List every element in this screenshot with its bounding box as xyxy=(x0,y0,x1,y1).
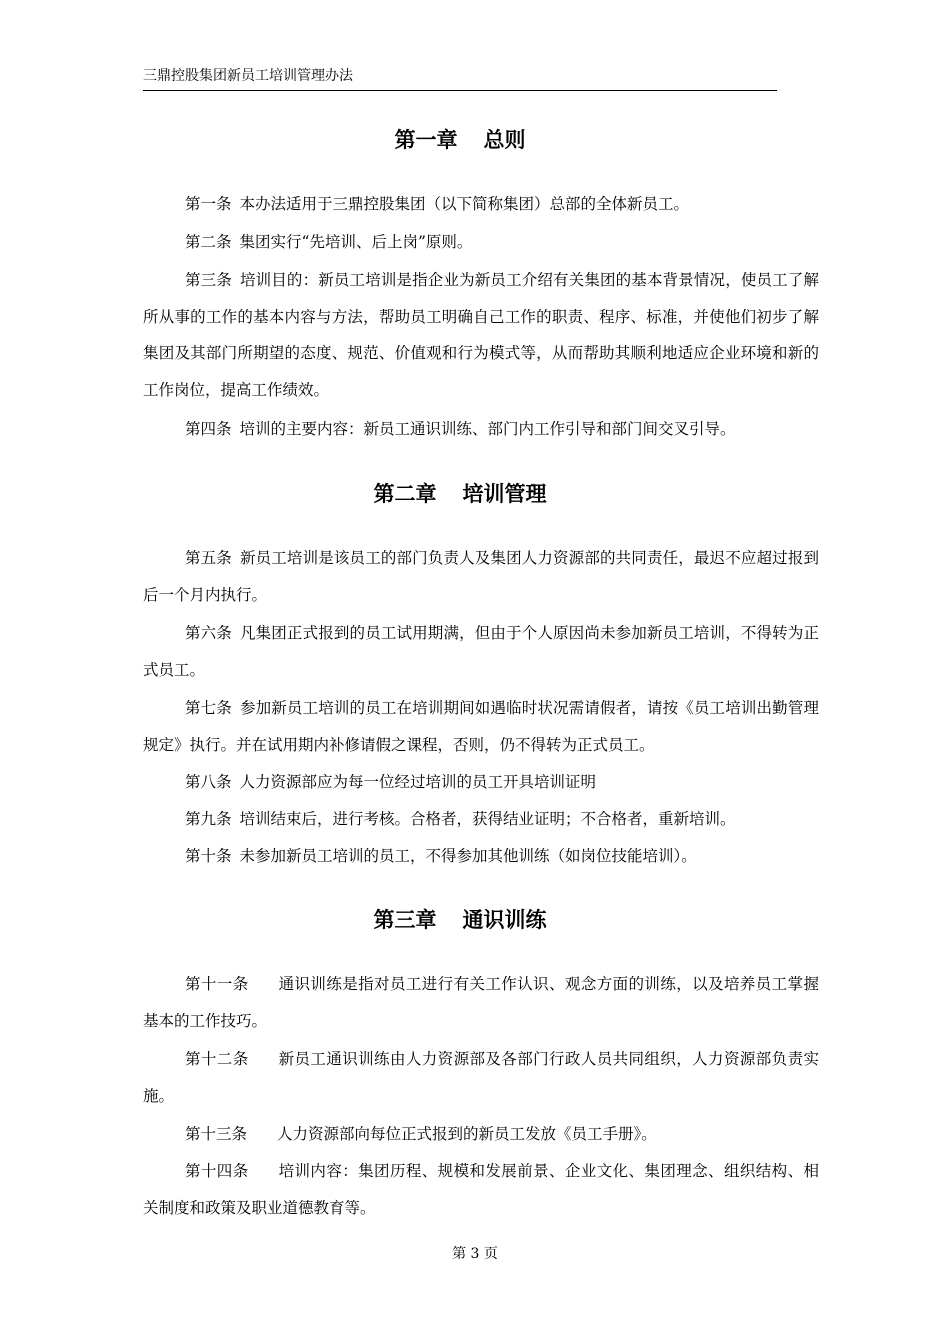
article-label: 第三条 xyxy=(185,271,232,289)
article-paragraph xyxy=(143,224,819,261)
chapter-title: 总则 xyxy=(483,128,526,152)
article-paragraph xyxy=(143,966,819,1039)
article-label: 第七条 xyxy=(185,699,232,717)
chapter-heading xyxy=(143,480,777,508)
article-paragraph xyxy=(143,690,819,763)
article-label: 第九条 xyxy=(185,810,232,828)
chapter-heading xyxy=(143,126,777,154)
article-paragraph xyxy=(143,615,819,688)
article-text: 培训内容：集团历程、规模和发展前景、企业文化、集团理念、组织结构、相关制度和政策及职业道德教育等。 xyxy=(143,1162,819,1217)
article-text: 新员工培训是该员工的部门负责人及集团人力资源部的共同责任，最迟不应超过报到后一个月内执行。 xyxy=(143,549,819,604)
article-label: 第六条 xyxy=(185,624,232,642)
article-paragraph xyxy=(143,838,819,875)
article-label: 第四条 xyxy=(185,420,232,438)
chapter-number: 第二章 xyxy=(373,482,437,506)
chapter-title: 培训管理 xyxy=(462,482,547,506)
article-label: 第十一条 xyxy=(185,975,249,993)
article-text: 集团实行“先培训、后上岗”原则。 xyxy=(239,233,473,251)
article-paragraph xyxy=(143,540,819,613)
article-text: 培训的主要内容：新员工通识训练、部门内工作引导和部门间交叉引导。 xyxy=(239,420,736,438)
article-label: 第一条 xyxy=(185,195,232,213)
article-label: 第二条 xyxy=(185,233,232,251)
document-header: 三鼎控股集团新员工培训管理办法 xyxy=(143,66,777,91)
chapter-number: 第三章 xyxy=(373,908,437,932)
article-label: 第十条 xyxy=(185,847,232,865)
chapter-heading xyxy=(143,906,777,934)
article-paragraph xyxy=(143,262,819,408)
article-text: 通识训练是指对员工进行有关工作认识、观念方面的训练，以及培养员工掌握基本的工作技巧。 xyxy=(143,975,819,1030)
chapter-title: 通识训练 xyxy=(462,908,547,932)
article-paragraph xyxy=(143,1153,819,1226)
article-text: 未参加新员工培训的员工，不得参加其他训练（如岗位技能培训）。 xyxy=(239,847,697,865)
article-paragraph xyxy=(143,1041,819,1114)
article-text: 培训目的：新员工培训是指企业为新员工介绍有关集团的基本背景情况，使员工了解所从事的工作的基本内容与方法，帮助员工明确自己工作的职责、程序、标准，并使他们初步了解集团及其部门所期望的态度、规范、价值观和行为模式等，从而帮助其顺利地适应企业环境和新的工作岗位，提高工作绩效。 xyxy=(143,271,819,399)
article-label: 第八条 xyxy=(185,773,232,791)
article-text: 凡集团正式报到的员工试用期满，但由于个人原因尚未参加新员工培训，不得转为正式员工。 xyxy=(143,624,819,679)
page-number: 第 3 页 xyxy=(452,1246,498,1262)
article-label: 第十三条 xyxy=(185,1125,248,1143)
article-paragraph xyxy=(143,764,819,801)
article-paragraph xyxy=(143,186,819,223)
article-paragraph xyxy=(143,801,819,838)
article-label: 第五条 xyxy=(185,549,232,567)
article-paragraph xyxy=(143,1116,819,1153)
article-text: 培训结束后，进行考核。合格者，获得结业证明；不合格者，重新培训。 xyxy=(239,810,736,828)
article-label: 第十二条 xyxy=(185,1050,249,1068)
article-text: 本办法适用于三鼎控股集团（以下简称集团）总部的全体新员工。 xyxy=(239,195,690,213)
article-text: 参加新员工培训的员工在培训期间如遇临时状况需请假者，请按《员工培训出勤管理规定》执行。并在试用期内补修请假之课程，否则，仍不得转为正式员工。 xyxy=(143,699,819,754)
article-text: 新员工通识训练由人力资源部及各部门行政人员共同组织，人力资源部负责实施。 xyxy=(143,1050,819,1105)
article-paragraph xyxy=(143,411,819,448)
article-text: 人力资源部应为每一位经过培训的员工开具培训证明 xyxy=(239,773,597,791)
article-text: 人力资源部向每位正式报到的新员工发放《员工手册》。 xyxy=(277,1125,657,1143)
chapter-number: 第一章 xyxy=(394,128,458,152)
article-label: 第十四条 xyxy=(185,1162,249,1180)
